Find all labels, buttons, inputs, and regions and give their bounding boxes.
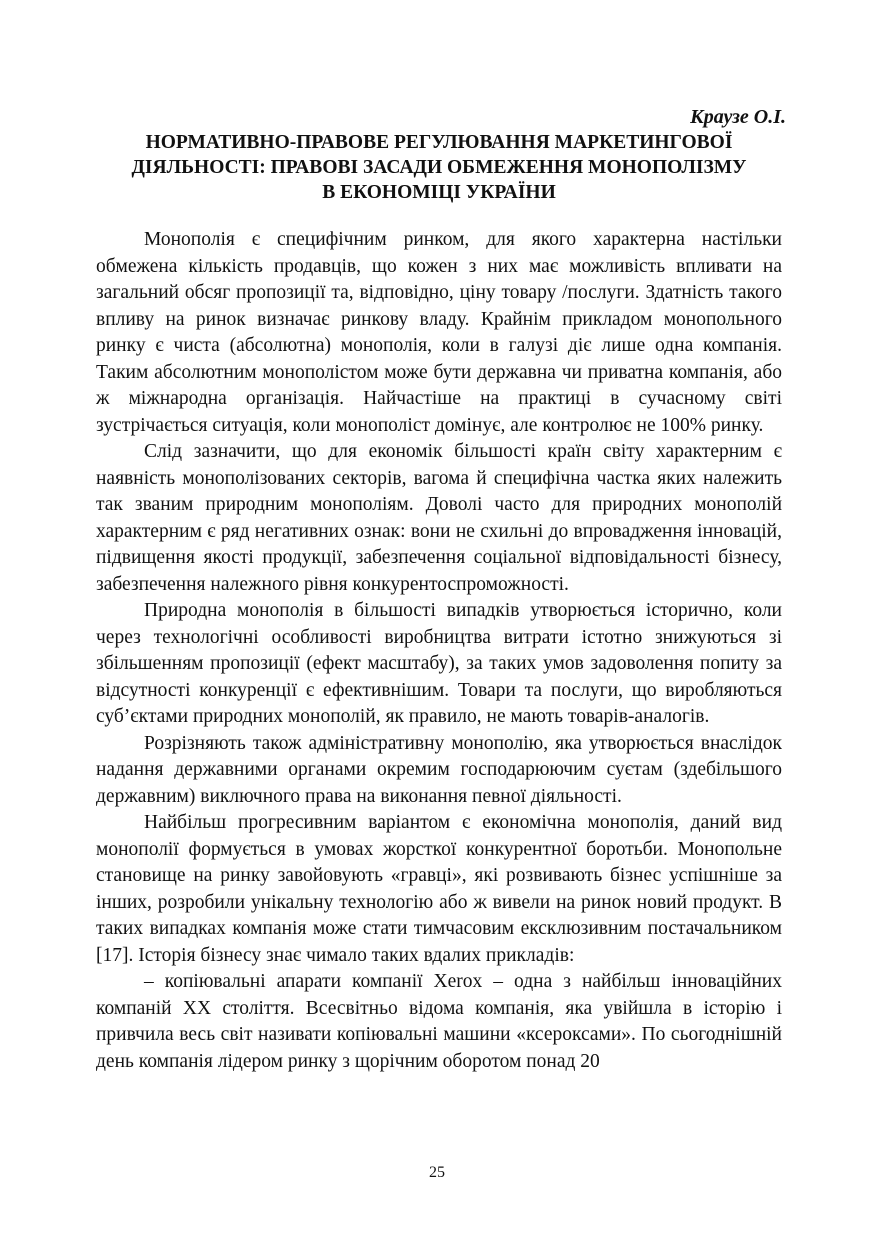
article-title <box>96 130 782 205</box>
page-content <box>96 104 786 1075</box>
paragraph: Монополія є специфічним ринком, для якого характерна настільки обмежена кількість продавців, що кожен з них має можливість впливати на загальний обсяг пропозиції та, відповідно, ціну товару /послуги. Здатність такого впливу на ринок визначає ринкову владу. Крайнім прикладом монопольного ринку є чиста (абсолютна) монополія, коли в галузі діє лише одна компанія. Таким абсолютним монополістом може бути державна чи приватна компанія, або ж міжнародна організація. Найчастіше на практиці в сучасному світі зустрічається ситуація, коли монополіст домінує, але контролює не 100% ринку. <box>96 229 782 436</box>
paragraph: Розрізняють також адміністративну монополію, яка утворюється внаслідок надання державними органами окремим господарюючим суєтам (здебільшого державним) виключного права на виконання певної діяльності. <box>96 732 782 807</box>
paragraph: Найбільш прогресивним варіантом є економічна монополія, даний вид монополії формується в умовах жорсткої конкурентної боротьби. Монопольне становище на ринку завойовують «гравці», які розвивають бізнес успішніше за інших, розробили унікальну технологію або ж вивели на ринок новий продукт. В таких випадках компанія може стати тимчасовим ексклюзивним постачальником [17]. Історія бізнесу знає чимало таких вдалих прикладів: <box>96 812 782 966</box>
title-line: В ЕКОНОМІЦІ УКРАЇНИ <box>322 182 556 203</box>
article-body <box>96 227 782 1075</box>
paragraph: Слід зазначити, що для економік більшості країн світу характерним є наявність монополізованих секторів, вагома й специфічна частка яких належить так званим природним монополіям. Доволі часто для природних монополій характерним є ряд негативних ознак: вони не схильні до впровадження інновацій, підвищення якості продукції, забезпечення соціальної відповідальності бізнесу, забезпечення належного рівня конкурентоспроможності. <box>96 441 782 595</box>
title-line: ДІЯЛЬНОСТІ: ПРАВОВІ ЗАСАДИ ОБМЕЖЕННЯ МОНОПОЛІЗМУ <box>131 157 747 178</box>
list-item-paragraph: – копіювальні апарати компанії Xerox – одна з найбільш інноваційних компаній XX століття. Всесвітньо відома компанія, яка увійшла в історію і привчила весь світ називати копіювальні машини «ксероксами». По сьогоднішній день компанія лідером ринку з щорічним оборотом понад 20 <box>96 971 782 1072</box>
title-line: НОРМАТИВНО-ПРАВОВЕ РЕГУЛЮВАННЯ МАРКЕТИНГОВОЇ <box>145 132 733 153</box>
author-name: Краузе О.І. <box>690 106 786 128</box>
paragraph: Природна монополія в більшості випадків утворюється історично, коли через технологічні особливості виробництва витрати істотно знижуються зі збільшенням пропозиції (ефект масштабу), за таких умов задоволення попиту за відсутності конкуренції є ефективнішим. Товари та послуги, що виробляються суб’єктами природних монополій, як правило, не мають товарів-аналогів. <box>96 600 782 727</box>
page-number: 25 <box>429 1164 445 1181</box>
